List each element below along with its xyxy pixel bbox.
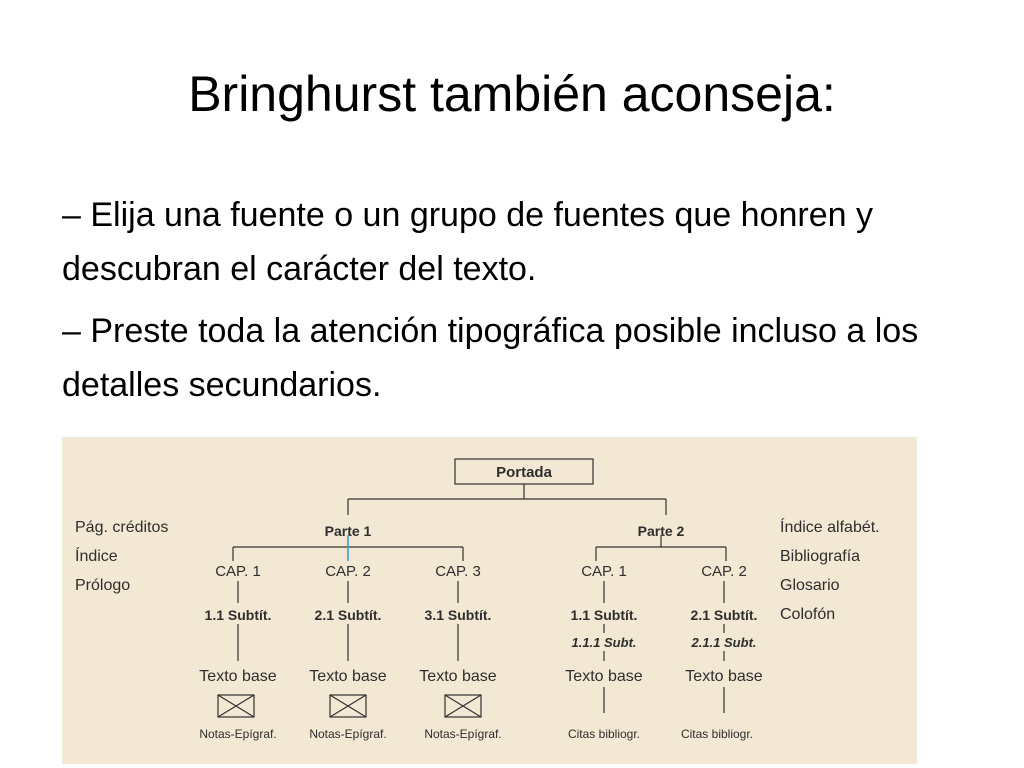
front-matter-item: Índice	[75, 548, 118, 565]
p1-sub2-label: 2.1 Subtít.	[314, 607, 382, 623]
p1-cap3-label: CAP. 3	[435, 563, 481, 580]
p2-sub1-label: 1.1 Subtít.	[570, 607, 638, 623]
p1-sub1-label: 1.1 Subtít.	[204, 607, 272, 623]
front-matter-list	[75, 513, 168, 600]
part2-label: Parte 2	[637, 523, 685, 539]
p1-cap1-label: CAP. 1	[215, 563, 261, 580]
front-matter-item: Pág. créditos	[75, 519, 169, 536]
back-matter-item: Índice alfabét.	[780, 519, 880, 536]
p1-sub3-label: 3.1 Subtít.	[424, 607, 492, 623]
bullet-list	[62, 188, 962, 420]
p1-text1-label: Texto base	[199, 668, 277, 685]
p1-note2-label: Notas-Epígraf.	[309, 727, 387, 741]
root-label: Portada	[496, 464, 552, 481]
p2-note1-label: Citas bibliogr.	[567, 727, 641, 741]
back-matter-item: Bibliografía	[780, 548, 861, 565]
p1-text3-label: Texto base	[419, 668, 497, 685]
p1-text2-label: Texto base	[309, 668, 387, 685]
bullet-font-choice: – Elija una fuente o un grupo de fuentes que honren y descubran el carácter del texto.	[62, 196, 873, 288]
p2-subsub1-label: 1.1.1 Subt.	[571, 635, 637, 650]
back-matter-item: Glosario	[780, 577, 840, 594]
p1-cap2-label: CAP. 2	[325, 563, 371, 580]
part1-label: Parte 1	[324, 523, 372, 539]
p2-subsub2-label: 2.1.1 Subt.	[691, 635, 757, 650]
p2-text1-label: Texto base	[565, 668, 643, 685]
p1-note3-label: Notas-Epígraf.	[424, 727, 502, 741]
back-matter-item: Colofón	[780, 606, 836, 623]
p2-note2-label: Citas bibliogr.	[680, 727, 754, 741]
p2-cap2-label: CAP. 2	[701, 563, 747, 580]
p1-note1-label: Notas-Epígraf.	[199, 727, 277, 741]
p2-sub2-label: 2.1 Subtít.	[690, 607, 758, 623]
front-matter-item: Prólogo	[75, 577, 131, 594]
p2-text2-label: Texto base	[685, 668, 763, 685]
back-matter-list	[780, 513, 880, 629]
p2-cap1-label: CAP. 1	[581, 563, 627, 580]
slide-title: Bringhurst también aconseja:	[188, 66, 836, 122]
book-structure-diagram	[62, 437, 917, 764]
bullet-typographic-attention: – Preste toda la atención tipográfica posible incluso a los detalles secundarios.	[62, 312, 919, 404]
